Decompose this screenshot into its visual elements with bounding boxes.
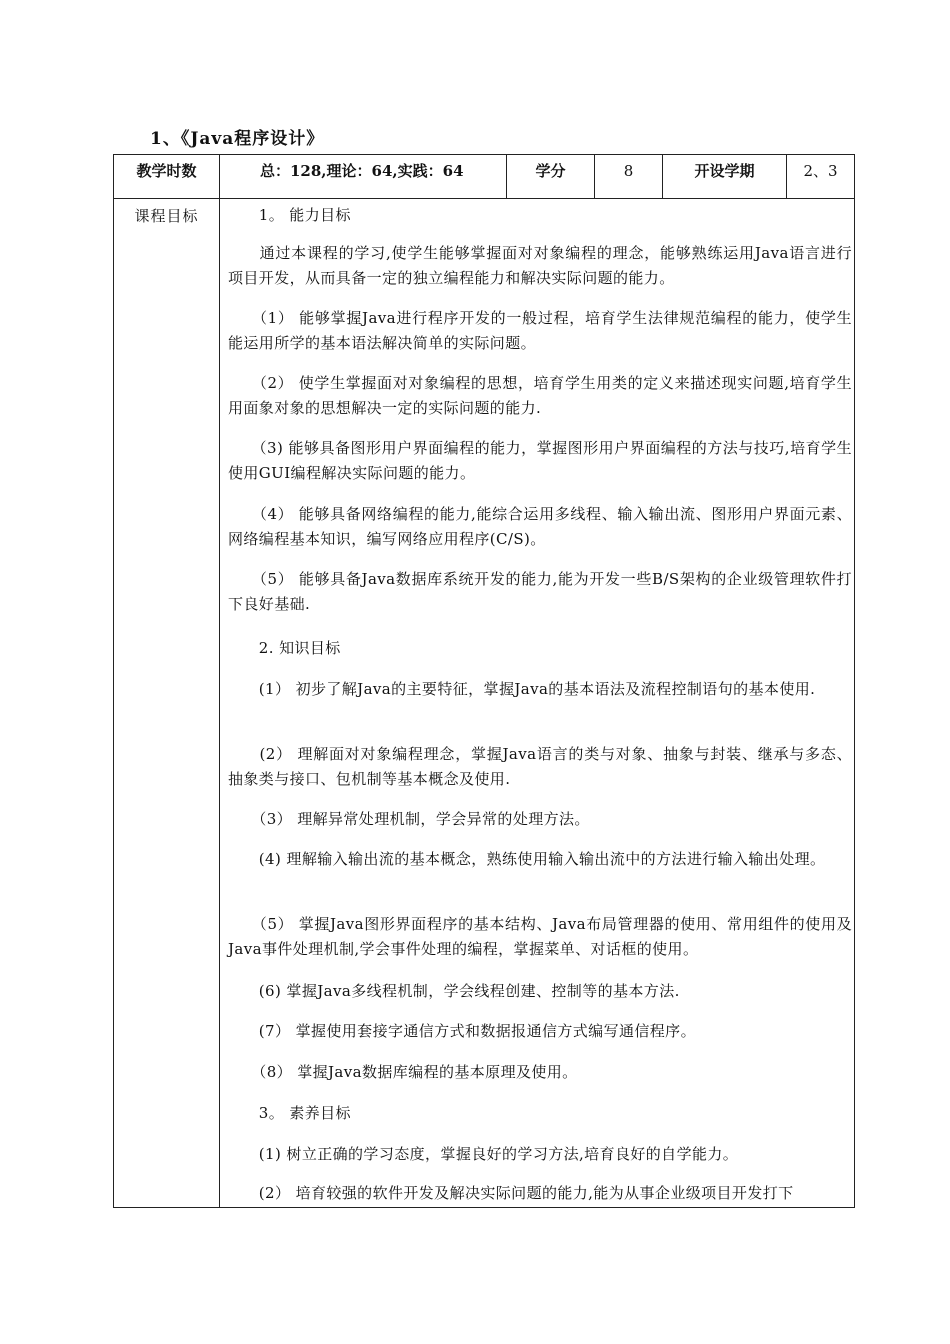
paragraph: (2） 培育较强的软件开发及解决实际问题的能力,能为从事企业级项目开发打下	[228, 1184, 794, 1202]
document-heading: 1、《Java程序设计》	[150, 129, 325, 149]
paragraph: （3） 理解异常处理机制，学会异常的处理方法。	[228, 810, 590, 828]
paragraph: 3。 素养目标	[228, 1104, 351, 1122]
term-value: 2、3	[803, 162, 838, 180]
goal-content	[220, 199, 854, 1207]
paragraph: （5） 掌握Java图形界面程序的基本结构、Java布局管理器的使用、常用组件的使用及Java事件处理机制,学会事件处理的编程，掌握菜单、对话框的使用。	[228, 915, 852, 958]
paragraph: (4) 理解输入输出流的基本概念，熟练使用输入输出流中的方法进行输入输出处理。	[228, 850, 826, 868]
course-table	[113, 154, 855, 1208]
paragraph: 1。 能力目标	[228, 206, 351, 224]
paragraph: （4） 能够具备网络编程的能力,能综合运用多线程、输入输出流、图形用户界面元素、网络编程基本知识，编写网络应用程序(C/S)。	[228, 505, 852, 548]
term-label: 开设学期	[663, 155, 787, 198]
credit-value: 8	[595, 155, 663, 198]
paragraph: （2） 使学生掌握面对对象编程的思想，培育学生用类的定义来描述现实问题,培育学生用面象对象的思想解决一定的实际问题的能力.	[228, 374, 852, 417]
paragraph: （3) 能够具备图形用户界面编程的能力，掌握图形用户界面编程的方法与技巧,培育学生使用GUI编程解决实际问题的能力。	[228, 439, 852, 482]
hours-value: 总：128,理论：64,实践：64	[220, 155, 507, 198]
paragraph: 2. 知识目标	[228, 639, 341, 657]
paragraph: （8） 掌握Java数据库编程的基本原理及使用。	[228, 1063, 578, 1081]
paragraph: (2） 理解面对对象编程理念，掌握Java语言的类与对象、抽象与封装、继承与多态、抽象类与接口、包机制等基本概念及使用.	[228, 745, 852, 788]
paragraph: (1) 树立正确的学习态度，掌握良好的学习方法,培育良好的自学能力。	[228, 1145, 739, 1163]
credit-label: 学分	[507, 155, 595, 198]
goal-label: 课程目标	[114, 199, 220, 1207]
paragraph: (1） 初步了解Java的主要特征，掌握Java的基本语法及流程控制语句的基本使用.	[228, 680, 816, 698]
paragraph: 通过本课程的学习,使学生能够掌握面对对象编程的理念，能够熟练运用Java语言进行项目开发，从而具备一定的独立编程能力和解决实际问题的能力。	[228, 244, 852, 287]
paragraph: （5） 能够具备Java数据库系统开发的能力,能为开发一些B/S架构的企业级管理软件打下良好基础.	[228, 570, 852, 613]
paragraph: (7） 掌握使用套接字通信方式和数据报通信方式编写通信程序。	[228, 1022, 696, 1040]
hours-label: 教学时数	[114, 155, 220, 198]
paragraph: （1） 能够掌握Java进行程序开发的一般过程，培育学生法律规范编程的能力，使学生能运用所学的基本语法解决简单的实际问题。	[228, 309, 852, 352]
paragraph: (6) 掌握Java多线程机制，学会线程创建、控制等的基本方法.	[228, 982, 680, 1000]
table-header-row	[114, 155, 854, 199]
